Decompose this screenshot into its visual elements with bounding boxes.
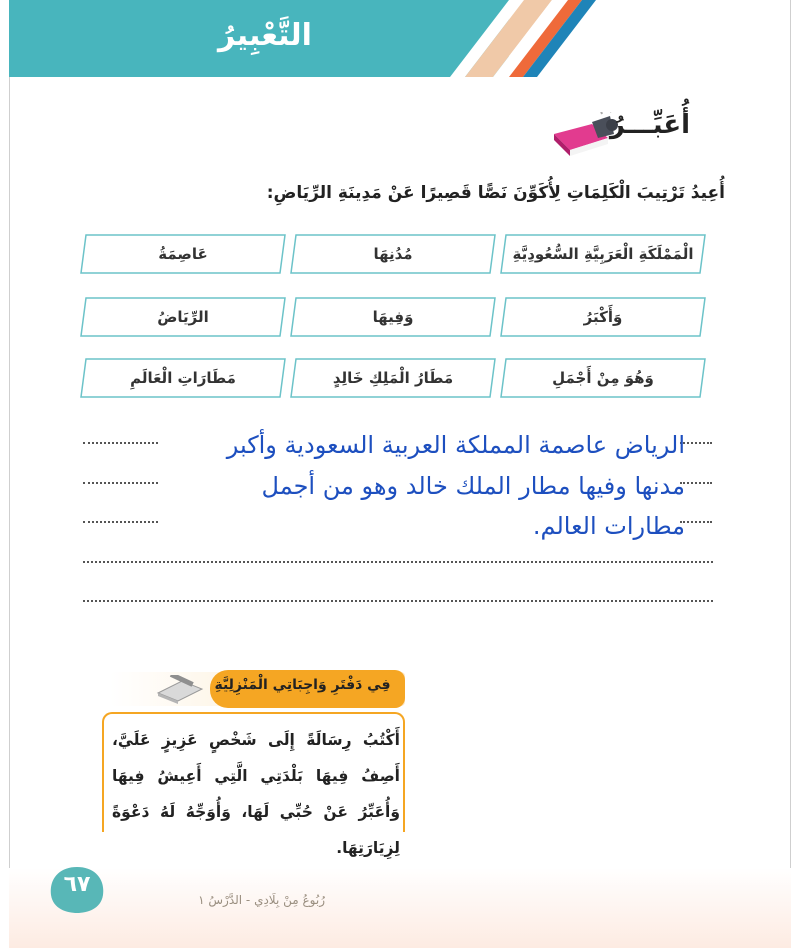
answer-line (83, 482, 158, 484)
footer-band (9, 868, 791, 948)
word-card[interactable] (500, 358, 706, 398)
answer-line-1[interactable]: الرياض عاصمة المملكة العربية السعودية وأكبر (226, 431, 685, 459)
footer-lesson: رُبُوعُ مِنْ بِلَادِي - الدَّرْسُ ١ (198, 893, 325, 907)
answer-line (83, 600, 713, 602)
notebook-pencil-icon (156, 675, 204, 705)
word-card-label: وَهُوَ مِنْ أَجْمَلِ (552, 369, 654, 387)
word-card-label: مَطَارَاتِ الْعَالَمِ (130, 369, 236, 387)
answer-line-3[interactable]: مطارات العالم. (532, 512, 685, 540)
instruction-text: أُعِيدُ تَرْتِيبَ الْكَلِمَاتِ لِأُكَوِّنَ نَصًّا قَصِيرًا عَنْ مَدِينَةِ الرِّيَاضِ: (266, 183, 725, 203)
answer-line-2[interactable]: مدنها وفيها مطار الملك خالد وهو من أجمل (261, 472, 685, 500)
word-card[interactable] (80, 358, 286, 398)
word-card-label: الرِّيَاضُ (157, 308, 209, 326)
page-number: ٦٧ (63, 872, 91, 897)
word-card[interactable] (80, 234, 286, 274)
word-card-label: وَفِيهَا (372, 308, 414, 326)
word-card-label: وَأَكْبَرُ (583, 308, 623, 326)
answer-line (83, 442, 158, 444)
word-card[interactable] (290, 234, 496, 274)
word-card-label: عَاصِمَةُ (158, 245, 208, 263)
word-card-label: مُدُنِهَا (373, 245, 413, 263)
answer-line (83, 561, 713, 563)
word-card[interactable] (500, 297, 706, 337)
answer-line (83, 521, 158, 523)
homework-label-text: فِي دَفْتَرِ وَاجِبَاتِي الْمَنْزِلِيَّةِ (214, 677, 391, 693)
section-heading: أُعَبِّـــرُ (609, 110, 690, 140)
word-card[interactable] (290, 297, 496, 337)
homework-text: أَكْتُبُ رِسَالَةً إِلَى شَخْصٍ عَزِيزٍ عَلَيَّ، أَصِفُ فِيهَا بَلْدَتِي الَّتِي أَعِيشُ فِيهَا وَأُعَبِّرُ عَنْ حُبِّي لَهَا، وَأُوَجِّهُ لَهُ دَعْوَةً لِزِيَارَتِهَا. (112, 731, 400, 857)
header-stripes (430, 0, 730, 77)
word-card[interactable] (500, 234, 706, 274)
word-card[interactable] (290, 358, 496, 398)
page-title: التَّعْبِيرُ (218, 18, 312, 53)
word-card[interactable] (80, 297, 286, 337)
word-card-label: مَطَارُ الْمَلِكِ خَالِدٍ (332, 369, 454, 387)
word-card-label: الْمَمْلَكَةِ الْعَرَبِيَّةِ السُّعُودِيَّةِ (512, 245, 694, 263)
